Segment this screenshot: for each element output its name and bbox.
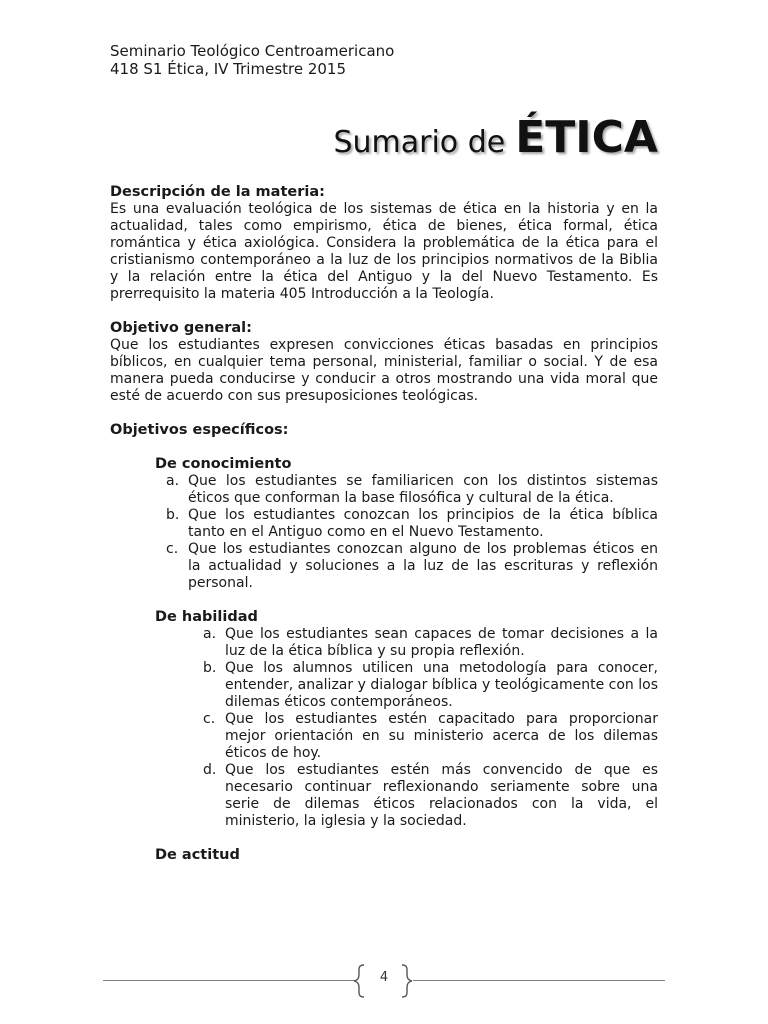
list-item	[166, 541, 658, 592]
list-item-text: Que los estudiantes conozcan alguno de los problemas éticos en la actualidad y soluciones a la luz de las escrituras y reflexión personal.	[188, 541, 658, 591]
descripcion-text: Es una evaluación teológica de los sistemas de ética en la historia y en la actualidad, tales como empirismo, ética de bienes, ética formal, ética romántica y ética axiológica. Considera la problemática de la ética para el cristianismo contemporáneo a la luz de los principios normativos de la Biblia y la relación entre la ética del Antiguo y la del Nuevo Testamento. Es prerrequisito la materia 405 Introducción a la Teología.	[110, 201, 658, 302]
header-course: 418 S1 Ética, IV Trimestre 2015	[110, 60, 347, 78]
list-marker: a.	[166, 473, 180, 489]
conocimiento-heading: De conocimiento	[155, 456, 292, 472]
page-footer	[0, 958, 768, 998]
document-header	[110, 42, 394, 78]
list-marker: d.	[203, 762, 217, 778]
list-marker: b.	[203, 660, 217, 676]
title-main: ÉTICA	[515, 112, 658, 163]
title-prefix: Sumario de	[333, 125, 506, 160]
conocimiento-list	[166, 473, 658, 592]
list-marker: a.	[203, 626, 217, 642]
list-item	[166, 473, 658, 507]
list-item	[166, 507, 658, 541]
list-item-text: Que los estudiantes estén capacitado para proporcionar mejor orientación en su ministerio acerca de los dilemas éticos de hoy.	[225, 711, 658, 761]
list-item-text: Que los estudiantes conozcan los principios de la ética bíblica tanto en el Antiguo como en el Nuevo Testamento.	[188, 507, 658, 540]
list-item	[203, 711, 658, 762]
list-marker: c.	[166, 541, 179, 557]
actitud-heading: De actitud	[155, 847, 240, 863]
left-brace-icon	[352, 964, 366, 998]
objetivo-general-text: Que los estudiantes expresen convicciones éticas basadas en principios bíblicos, en cualquier tema personal, ministerial, familiar o social. Y de esa manera pueda conducirse y conducir a otros mostrando una vida moral que esté de acuerdo con sus presuposiciones teológicas.	[110, 337, 658, 404]
list-item-text: Que los estudiantes se familiaricen con los distintos sistemas éticos que conforman la base filosófica y cultural de la ética.	[188, 473, 658, 506]
footer-rule-left	[103, 980, 355, 981]
objetivo-general-heading: Objetivo general:	[110, 320, 252, 336]
habilidad-heading: De habilidad	[155, 609, 258, 625]
list-item	[203, 762, 658, 830]
list-marker: b.	[166, 507, 180, 523]
objetivos-especificos-heading: Objetivos específicos:	[110, 422, 289, 438]
list-item	[203, 660, 658, 711]
page-number: 4	[379, 970, 389, 985]
page-title	[333, 112, 658, 163]
header-institution: Seminario Teológico Centroamericano	[110, 42, 395, 60]
descripcion-heading: Descripción de la materia:	[110, 184, 325, 200]
list-item-text: Que los estudiantes estén más convencido de que es necesario continuar reflexionando seriamente sobre una serie de dilemas éticos relacionados con la vida, el ministerio, la iglesia y la sociedad.	[225, 762, 658, 829]
habilidad-list	[203, 626, 658, 830]
document-body	[110, 184, 658, 864]
list-marker: c.	[203, 711, 216, 727]
list-item-text: Que los estudiantes sean capaces de tomar decisiones a la luz de la ética bíblica y su propia reflexión.	[225, 626, 658, 659]
list-item-text: Que los alumnos utilicen una metodología para conocer, entender, analizar y dialogar bíblica y teológicamente con los dilemas éticos contemporáneos.	[225, 660, 658, 710]
list-item	[203, 626, 658, 660]
footer-rule-right	[413, 980, 665, 981]
right-brace-icon	[400, 964, 414, 998]
